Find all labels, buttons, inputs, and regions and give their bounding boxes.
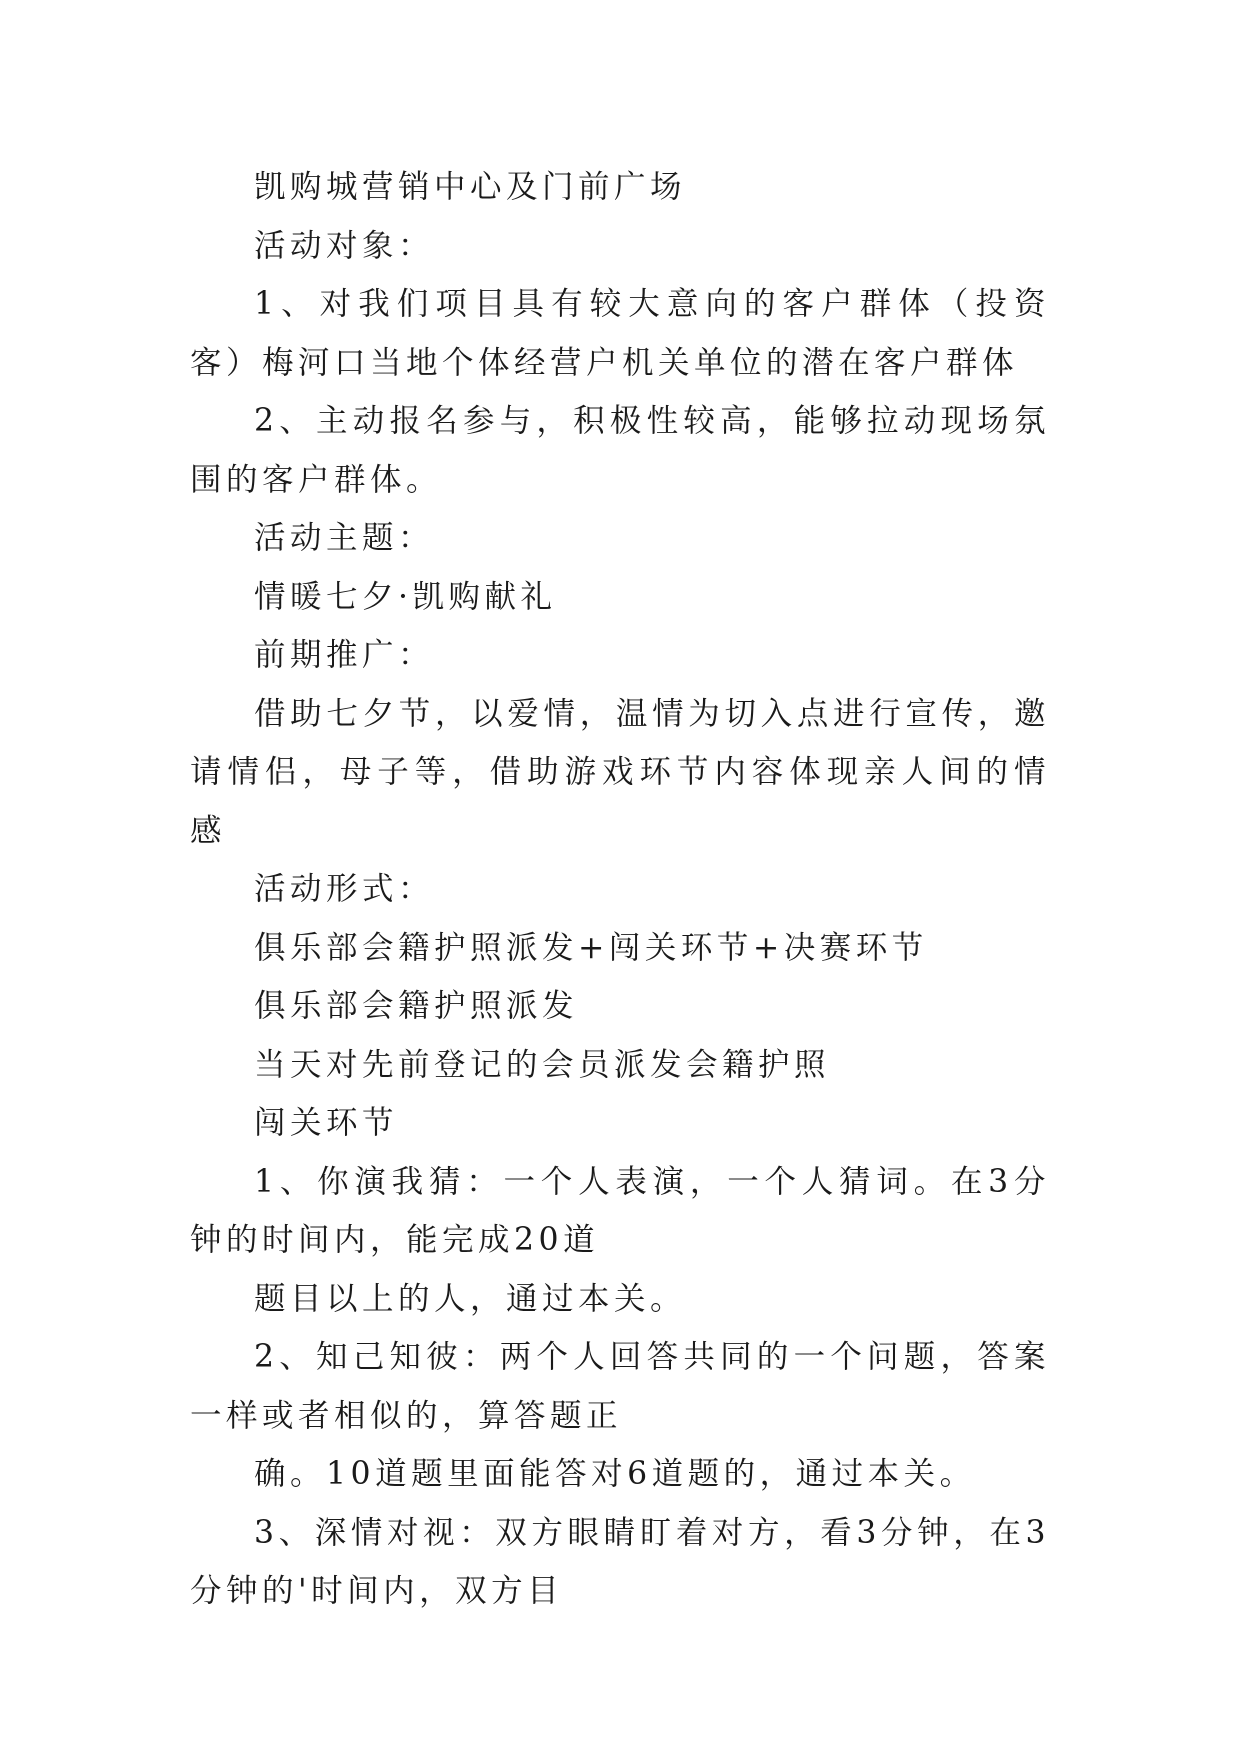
- paragraph-challenge-1-cont: 题目以上的人，通过本关。: [254, 1280, 687, 1317]
- paragraph-venue: 凯购城营销中心及门前广场: [254, 169, 687, 205]
- paragraph-promotion: 借助七夕节，以爱情，温情为切入点进行宣传，邀请情侣，母子等，借助游戏环节内容体现亲人间的情感: [190, 695, 1050, 849]
- heading-activity-format: 活动形式：: [254, 871, 435, 907]
- paragraph-target-2: 2、主动报名参与，积极性较高，能够拉动现场氛围的客户群体。: [190, 403, 1050, 498]
- heading-promotion: 前期推广：: [254, 637, 435, 673]
- paragraph-passport-detail: 当天对先前登记的会员派发会籍护照: [254, 1046, 831, 1083]
- paragraph-challenge-2: 2、知己知彼：两个人回答共同的一个问题，答案一样或者相似的，算答题正: [190, 1339, 1050, 1434]
- paragraph-theme: 情暖七夕·凯购献礼: [254, 578, 557, 615]
- heading-challenge: 闯关环节: [254, 1105, 399, 1141]
- paragraph-format: 俱乐部会籍护照派发+闯关环节+决赛环节: [254, 929, 928, 966]
- paragraph-challenge-1: 1、你演我猜：一个人表演，一个人猜词。在3分钟的时间内，能完成20道: [190, 1163, 1050, 1258]
- paragraph-challenge-3: 3、深情对视：双方眼睛盯着对方，看3分钟，在3分钟的'时间内，双方目: [190, 1514, 1050, 1609]
- paragraph-target-1: 1、对我们项目具有较大意向的客户群体（投资客）梅河口当地个体经营户机关单位的潜在客户群体: [190, 286, 1050, 381]
- paragraph-passport: 俱乐部会籍护照派发: [254, 988, 579, 1024]
- heading-activity-target: 活动对象：: [254, 227, 435, 264]
- paragraph-challenge-2-cont: 确。10道题里面能答对6道题的，通过本关。: [254, 1456, 976, 1492]
- heading-activity-theme: 活动主题：: [254, 520, 435, 556]
- document-body: [190, 158, 1050, 1621]
